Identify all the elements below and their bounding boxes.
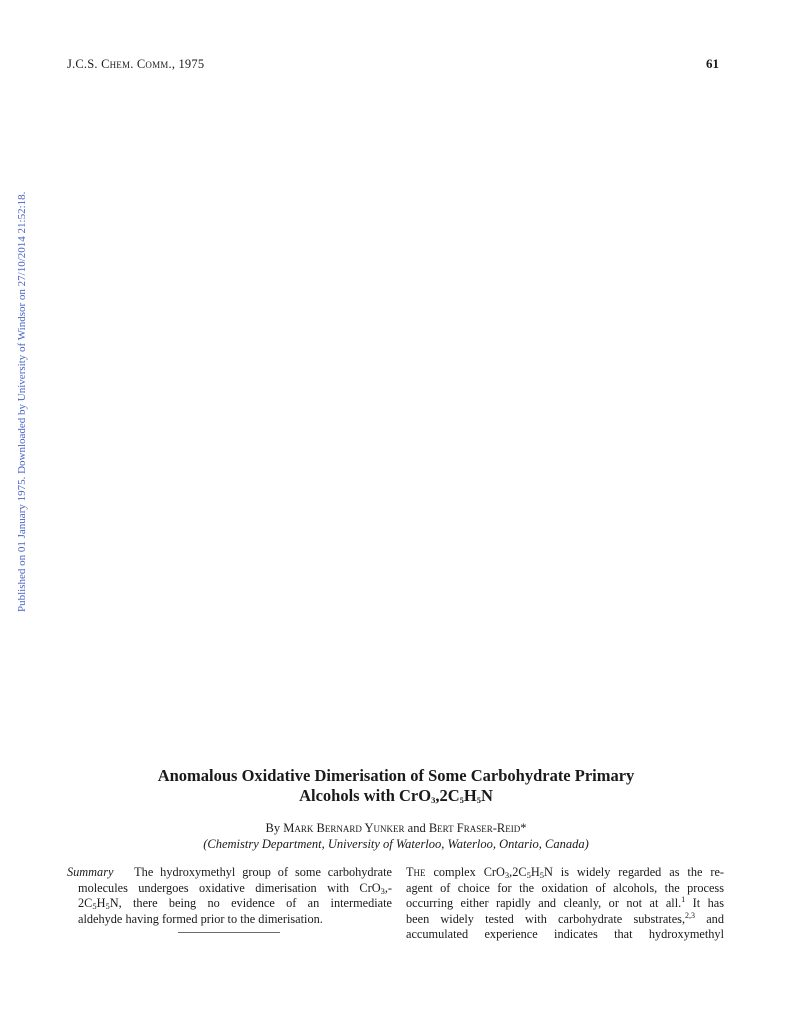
page-number: 61: [706, 56, 719, 71]
author-2: Bert Fraser-Reid: [428, 821, 521, 835]
download-watermark: Published on 01 January 1975. Downloaded by University of Windsor on 27/10/2014 21:52:18.: [16, 191, 28, 612]
body-paragraph: The complex $CrO_3,2C_5H_5N$ is widely regarded as the re- agent of choice for the oxidation of alcohols, the process occurring either rapidly and cleanly, or not at all.$^1$ It has been widely tested with carbohydrate substrates,$^{2,3}$ and accumulated experience indicates that hydroxymethyl: [406, 865, 724, 942]
author-byline: By Mark Bernard Yunker and Bert Fraser-Reid*: [265, 821, 527, 835]
article-title-line-1: Anomalous Oxidative Dimerisation of Some Carbohydrate Primary: [157, 766, 635, 785]
article-title-line-2: Alcohols with $CrO_3,2C_5H_5N$: [299, 786, 493, 805]
running-header-journal: J.C.S. Chem. Comm., 1975: [67, 57, 205, 71]
summary-separator-rule: [178, 932, 280, 933]
author-affiliation: (Chemistry Department, University of Waterloo, Waterloo, Ontario, Canada): [203, 837, 589, 851]
journal-name: Chem. Comm.: [101, 57, 172, 71]
summary-label: Summary: [67, 865, 114, 879]
summary-paragraph: Summary The hydroxymethyl group of some carbohydrate molecules undergoes oxidative dimerisation with CrO$_3$,- $2C_5H_5N$, there being no evidence of an intermediate aldehyde having formed prior to the dimerisation.: [67, 865, 392, 926]
author-1: Mark Bernard Yunker: [283, 821, 405, 835]
